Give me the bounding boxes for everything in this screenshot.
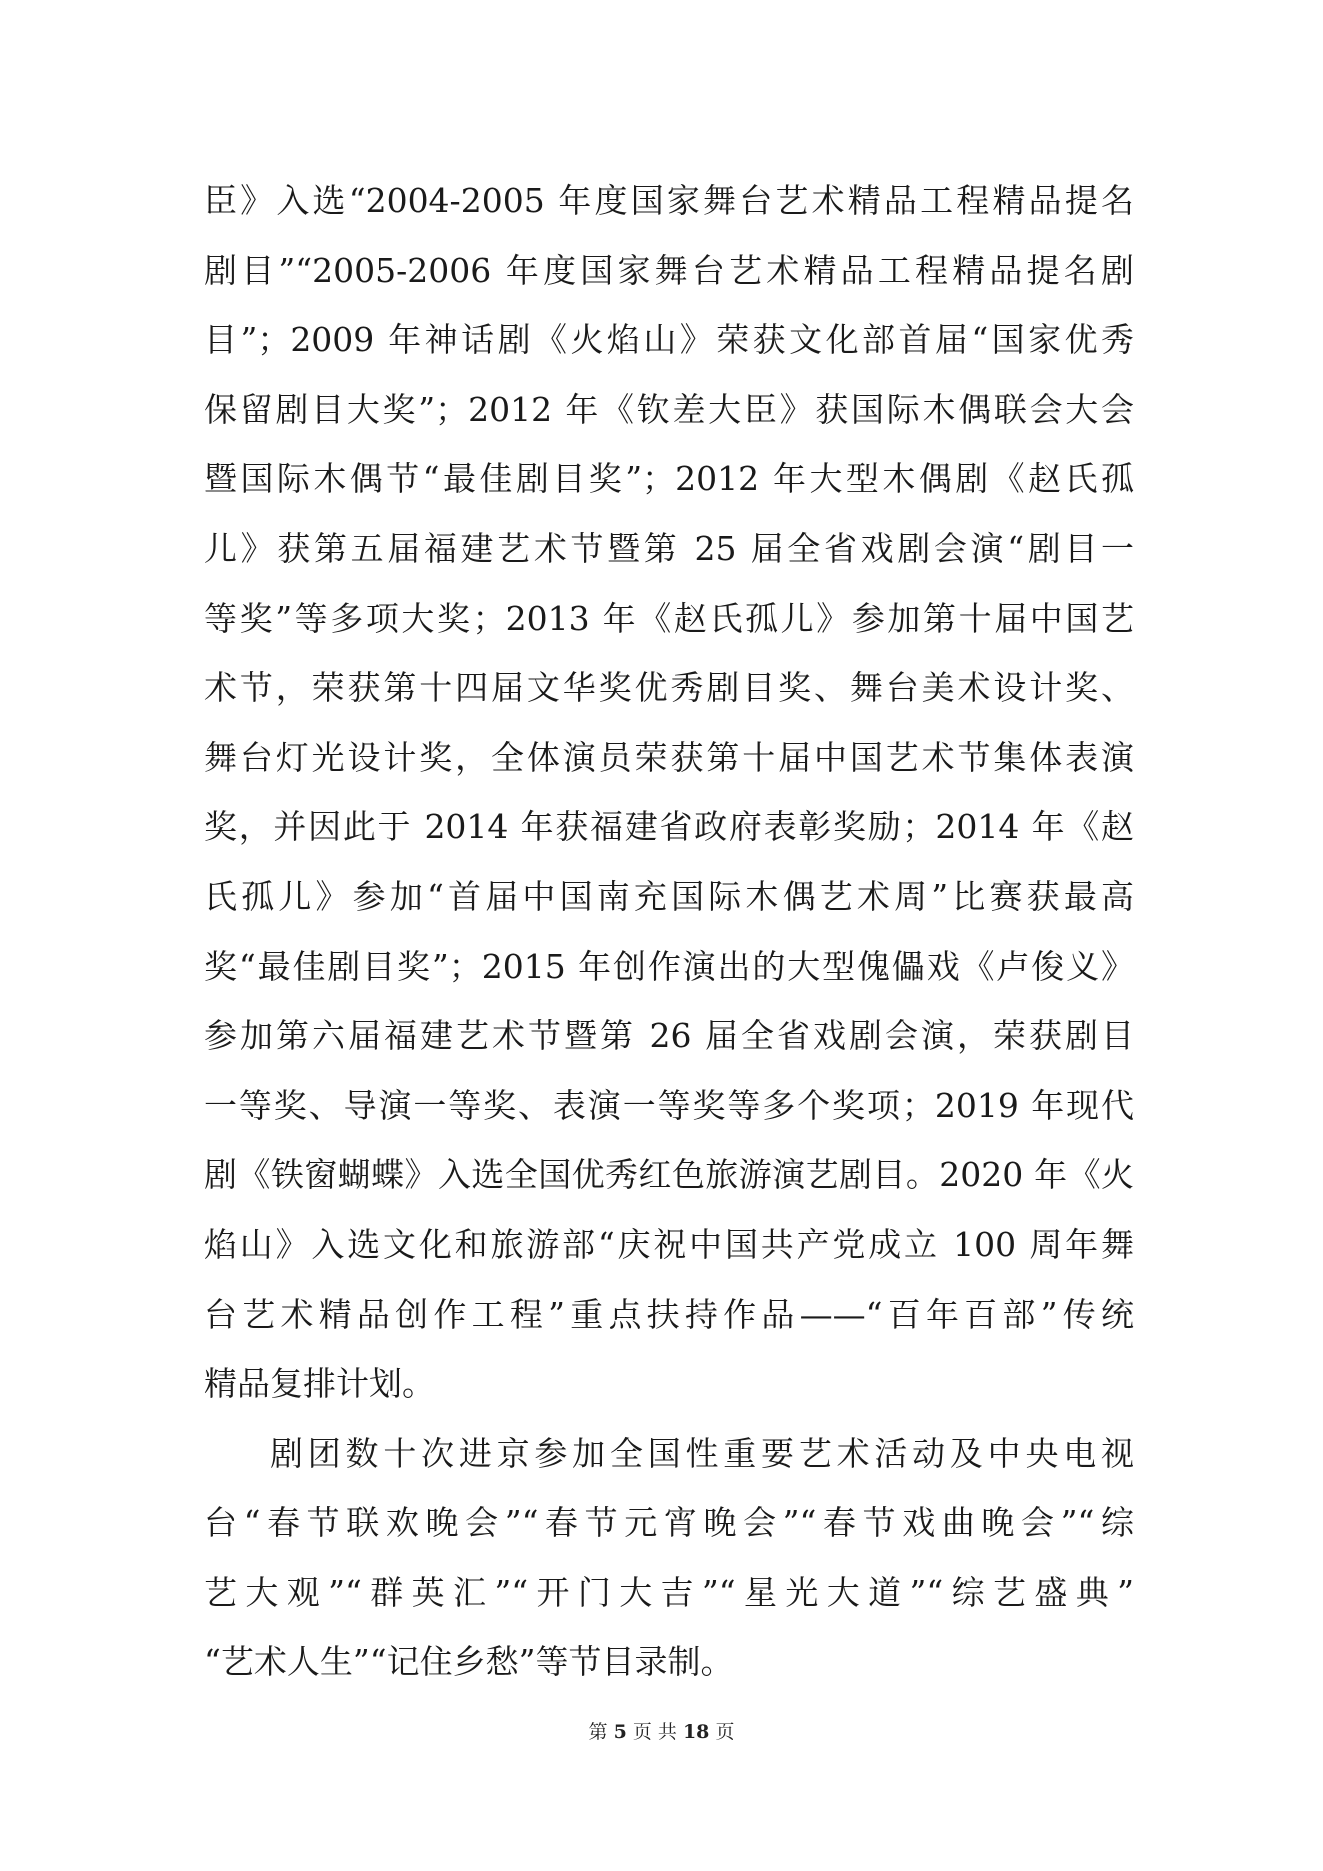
text-line: 保留剧目大奖”；2012 年《钦差大臣》获国际木偶联会大会 (204, 389, 1134, 429)
text-line: 舞台灯光设计奖，全体演员荣获第十届中国艺术节集体表演 (204, 737, 1134, 777)
text-line: 剧目”“2005-2006 年度国家舞台艺术精品工程精品提名剧 (204, 250, 1134, 290)
text-line: 术节，荣获第十四届文华奖优秀剧目奖、舞台美术设计奖、 (204, 668, 1134, 708)
footer-suffix: 页 (715, 1721, 735, 1743)
text-line: 精品复排计划。 (204, 1364, 435, 1404)
footer-page-number: 5 (613, 1721, 627, 1743)
footer-total-pages: 18 (682, 1721, 710, 1743)
text-line: 氏孤儿》参加“首届中国南充国际木偶艺术周”比赛获最高 (204, 876, 1134, 916)
text-line: 台艺术精品创作工程”重点扶持作品——“百年百部”传统 (204, 1294, 1134, 1334)
text-line: 焰山》入选文化和旅游部“庆祝中国共产党成立 100 周年舞 (204, 1224, 1134, 1264)
text-line: 剧团数十次进京参加全国性重要艺术活动及中央电视 (270, 1433, 1134, 1473)
text-line: 剧《铁窗蝴蝶》入选全国优秀红色旅游演艺剧目。2020 年《火 (204, 1155, 1134, 1195)
text-line: 艺大观”“群英汇”“开门大吉”“星光大道”“综艺盛典” (204, 1572, 1134, 1612)
text-line: 等奖”等多项大奖；2013 年《赵氏孤儿》参加第十届中国艺 (204, 598, 1134, 638)
body-text (204, 166, 1134, 1697)
text-line: 参加第六届福建艺术节暨第 26 届全省戏剧会演，荣获剧目 (204, 1016, 1134, 1056)
paragraph-awards (204, 166, 1134, 1419)
text-line: 暨国际木偶节“最佳剧目奖”；2012 年大型木偶剧《赵氏孤 (204, 459, 1134, 499)
text-line: 奖“最佳剧目奖”；2015 年创作演出的大型傀儡戏《卢俊义》 (204, 946, 1134, 986)
text-line: “艺术人生”“记住乡愁”等节目录制。 (204, 1642, 734, 1682)
text-line: 奖，并因此于 2014 年获福建省政府表彰奖励；2014 年《赵 (204, 807, 1134, 847)
text-line: 目”；2009 年神话剧《火焰山》荣获文化部首届“国家优秀 (204, 320, 1134, 360)
footer-prefix: 第 (588, 1721, 608, 1743)
footer-middle: 页 共 (632, 1721, 677, 1743)
paragraph-tv-programs (204, 1419, 1134, 1697)
text-line: 臣》入选“2004-2005 年度国家舞台艺术精品工程精品提名 (204, 181, 1134, 220)
text-line: 一等奖、导演一等奖、表演一等奖等多个奖项；2019 年现代 (204, 1085, 1134, 1125)
text-line: 儿》获第五届福建艺术节暨第 25 届全省戏剧会演“剧目一 (204, 528, 1134, 568)
text-line: 台“春节联欢晚会”“春节元宵晚会”“春节戏曲晚会”“综 (204, 1503, 1134, 1543)
page-footer (0, 1720, 1323, 1744)
